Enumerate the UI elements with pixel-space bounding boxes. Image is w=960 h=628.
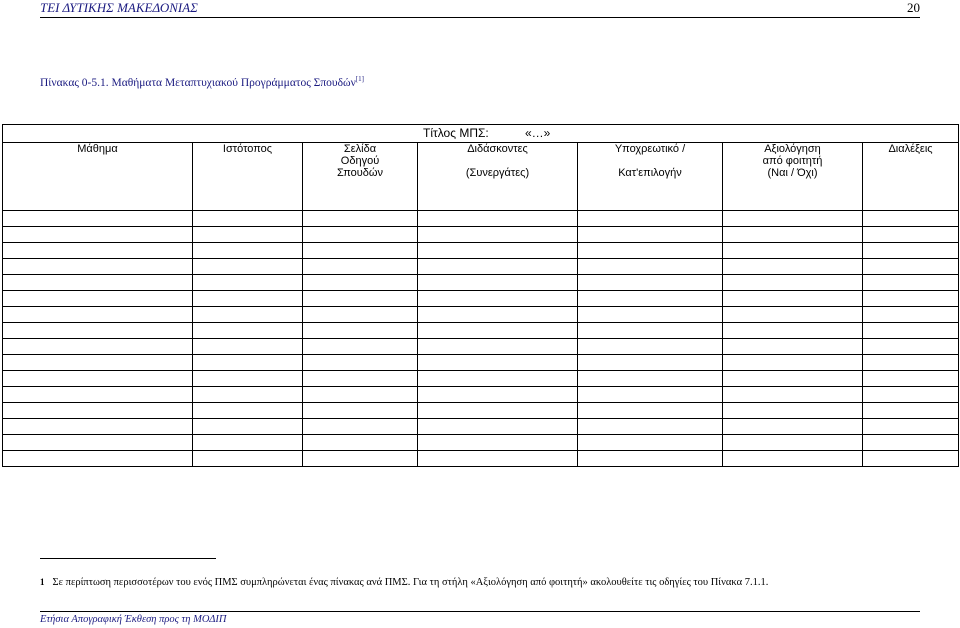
table-cell[interactable] — [193, 259, 303, 275]
table-cell[interactable] — [418, 323, 578, 339]
table-cell[interactable] — [863, 371, 959, 387]
column-header-label: Αξιολόγηση — [764, 143, 821, 155]
column-header-label: Σπουδών — [336, 167, 384, 179]
column-header — [303, 143, 418, 211]
table-cell[interactable] — [863, 419, 959, 435]
header-divider — [40, 17, 920, 18]
footer-divider — [40, 611, 920, 612]
table-cell[interactable] — [3, 259, 193, 275]
table-cell[interactable] — [193, 291, 303, 307]
table-cell[interactable] — [3, 451, 193, 467]
table-cell[interactable] — [3, 435, 193, 451]
table-body — [3, 211, 959, 467]
programme-title-value[interactable]: «…» — [525, 126, 551, 140]
column-header — [3, 143, 193, 211]
column-header-label: Μάθημα — [77, 143, 118, 155]
table-cell[interactable] — [723, 227, 863, 243]
table-cell[interactable] — [303, 355, 418, 371]
table-cell[interactable] — [418, 371, 578, 387]
column-header-label: από φοιτητή — [762, 155, 823, 167]
table-cell[interactable] — [3, 307, 193, 323]
table-cell[interactable] — [303, 211, 418, 227]
table-cell[interactable] — [193, 435, 303, 451]
table-cell[interactable] — [578, 435, 723, 451]
table-cell[interactable] — [863, 259, 959, 275]
table-cell[interactable] — [3, 243, 193, 259]
table-cell[interactable] — [418, 387, 578, 403]
table-caption — [40, 75, 364, 89]
column-header-label: Διαλέξεις — [888, 143, 933, 155]
table-cell[interactable] — [863, 323, 959, 339]
table-row — [3, 275, 959, 291]
table-cell[interactable] — [578, 451, 723, 467]
table-cell[interactable] — [863, 275, 959, 291]
page-footer: Ετήσια Απογραφική Έκθεση προς τη ΜΟΔΙΠ — [40, 614, 227, 625]
table-cell[interactable] — [3, 211, 193, 227]
table-row — [3, 451, 959, 467]
table-cell[interactable] — [193, 387, 303, 403]
table-row — [3, 403, 959, 419]
column-header-label — [578, 155, 722, 167]
table-cell[interactable] — [578, 291, 723, 307]
table-cell[interactable] — [303, 387, 418, 403]
table-cell[interactable] — [578, 243, 723, 259]
table-row — [3, 419, 959, 435]
table-row — [3, 323, 959, 339]
table-cell[interactable] — [723, 403, 863, 419]
table-cell[interactable] — [3, 355, 193, 371]
table-cell[interactable] — [578, 355, 723, 371]
table-row — [3, 291, 959, 307]
table-cell[interactable] — [863, 435, 959, 451]
table-cell[interactable] — [578, 387, 723, 403]
table-cell[interactable] — [3, 419, 193, 435]
table-cell[interactable] — [723, 339, 863, 355]
table-cell[interactable] — [3, 371, 193, 387]
table-cell[interactable] — [578, 323, 723, 339]
table-cell[interactable] — [578, 211, 723, 227]
table-cell[interactable] — [303, 451, 418, 467]
table-cell[interactable] — [193, 211, 303, 227]
table-cell[interactable] — [418, 243, 578, 259]
table-cell[interactable] — [578, 403, 723, 419]
table-cell[interactable] — [193, 371, 303, 387]
column-header-label: Υποχρεωτικό / — [614, 143, 686, 155]
table-cell[interactable] — [578, 275, 723, 291]
table-cell[interactable] — [723, 323, 863, 339]
table-cell[interactable] — [863, 243, 959, 259]
table-cell[interactable] — [3, 227, 193, 243]
table-cell[interactable] — [303, 403, 418, 419]
table-cell[interactable] — [578, 339, 723, 355]
table-cell[interactable] — [193, 451, 303, 467]
table-cell[interactable] — [193, 227, 303, 243]
table-cell[interactable] — [723, 451, 863, 467]
table-cell[interactable] — [303, 243, 418, 259]
table-row — [3, 243, 959, 259]
table-cell[interactable] — [723, 355, 863, 371]
table-header-row — [3, 143, 959, 211]
column-header — [863, 143, 959, 211]
footnote-text: Σε περίπτωση περισσοτέρων του ενός ΠΜΣ συμπληρώνεται ένας πίνακας ανά ΠΜΣ. Για τη στήλη «Αξιολόγηση από φοιτητή» ακολουθείτε τις οδηγίες του Πίνακα 7.1.1. — [52, 577, 769, 588]
table-cell[interactable] — [193, 307, 303, 323]
footnote — [40, 577, 768, 588]
table-cell[interactable] — [418, 451, 578, 467]
table-cell[interactable] — [3, 339, 193, 355]
table-cell[interactable] — [418, 419, 578, 435]
table-cell[interactable] — [3, 403, 193, 419]
table-cell[interactable] — [303, 307, 418, 323]
column-header — [578, 143, 723, 211]
table-cell[interactable] — [193, 403, 303, 419]
table-cell[interactable] — [723, 243, 863, 259]
table-cell[interactable] — [418, 403, 578, 419]
table-title-row — [3, 125, 959, 143]
table-cell[interactable] — [578, 371, 723, 387]
table-cell[interactable] — [863, 307, 959, 323]
table-cell[interactable] — [303, 275, 418, 291]
table-cell[interactable] — [303, 259, 418, 275]
programme-title-label: Τίτλος ΜΠΣ: — [423, 126, 489, 140]
table-cell[interactable] — [863, 339, 959, 355]
table-cell[interactable] — [3, 275, 193, 291]
column-header-label: Οδηγού — [340, 155, 380, 167]
table-cell[interactable] — [418, 435, 578, 451]
table-cell[interactable] — [3, 291, 193, 307]
column-header-label: Ιστότοπος — [222, 143, 273, 155]
table-row — [3, 227, 959, 243]
table-cell[interactable] — [723, 435, 863, 451]
table-row — [3, 307, 959, 323]
table-cell[interactable] — [723, 419, 863, 435]
caption-text: Πίνακας 0-5.1. Μαθήματα Μεταπτυχιακού Προγράμματος Σπουδών — [40, 76, 356, 89]
table-cell[interactable] — [303, 291, 418, 307]
page-header — [40, 0, 920, 16]
table-cell[interactable] — [578, 307, 723, 323]
table-cell[interactable] — [193, 339, 303, 355]
table-cell[interactable] — [303, 371, 418, 387]
column-header — [193, 143, 303, 211]
table-row — [3, 435, 959, 451]
footnote-divider — [40, 558, 216, 559]
table-cell[interactable] — [863, 387, 959, 403]
table-cell[interactable] — [723, 387, 863, 403]
caption-footnote-ref[interactable]: [1] — [355, 75, 364, 83]
table-cell[interactable] — [723, 211, 863, 227]
table-cell[interactable] — [418, 227, 578, 243]
column-header-label: (Συνεργάτες) — [465, 167, 530, 179]
column-header-label: Σελίδα — [343, 143, 377, 155]
column-header-label — [418, 155, 577, 167]
table-cell[interactable] — [863, 211, 959, 227]
table-cell[interactable] — [723, 291, 863, 307]
footnote-number: 1 — [40, 577, 45, 587]
table-cell[interactable] — [193, 243, 303, 259]
table-cell[interactable] — [578, 227, 723, 243]
courses-table — [2, 124, 959, 467]
page-number: 20 — [907, 0, 920, 15]
table-cell[interactable] — [578, 259, 723, 275]
table-cell[interactable] — [863, 227, 959, 243]
table-row — [3, 355, 959, 371]
table-cell[interactable] — [193, 419, 303, 435]
table-cell[interactable] — [863, 355, 959, 371]
table-cell[interactable] — [863, 403, 959, 419]
table-row — [3, 259, 959, 275]
table-cell[interactable] — [578, 419, 723, 435]
table-cell[interactable] — [3, 387, 193, 403]
table-cell[interactable] — [418, 291, 578, 307]
table-row — [3, 211, 959, 227]
table-cell[interactable] — [723, 275, 863, 291]
table-cell[interactable] — [303, 419, 418, 435]
table-cell[interactable] — [303, 435, 418, 451]
table-row — [3, 339, 959, 355]
column-header-label: (Ναι / Όχι) — [767, 167, 818, 179]
table-cell[interactable] — [418, 259, 578, 275]
table-cell[interactable] — [193, 275, 303, 291]
table-cell[interactable] — [303, 323, 418, 339]
table-cell[interactable] — [418, 275, 578, 291]
column-header-label: Κατ'επιλογήν — [618, 167, 682, 179]
table-cell[interactable] — [723, 259, 863, 275]
table-cell[interactable] — [193, 355, 303, 371]
table-cell[interactable] — [418, 211, 578, 227]
table-cell[interactable] — [863, 291, 959, 307]
table-row — [3, 387, 959, 403]
table-cell[interactable] — [3, 323, 193, 339]
table-cell[interactable] — [193, 323, 303, 339]
table-cell[interactable] — [863, 451, 959, 467]
column-header — [723, 143, 863, 211]
table-cell[interactable] — [418, 307, 578, 323]
institution-name: ΤΕΙ ΔΥΤΙΚΗΣ ΜΑΚΕΔΟΝΙΑΣ — [40, 0, 198, 15]
column-header — [418, 143, 578, 211]
table-cell[interactable] — [418, 355, 578, 371]
table-cell[interactable] — [723, 371, 863, 387]
table-cell[interactable] — [418, 339, 578, 355]
table-cell[interactable] — [303, 227, 418, 243]
column-header-label: Διδάσκοντες — [467, 143, 528, 155]
table-cell[interactable] — [723, 307, 863, 323]
table-row — [3, 371, 959, 387]
table-cell[interactable] — [303, 339, 418, 355]
